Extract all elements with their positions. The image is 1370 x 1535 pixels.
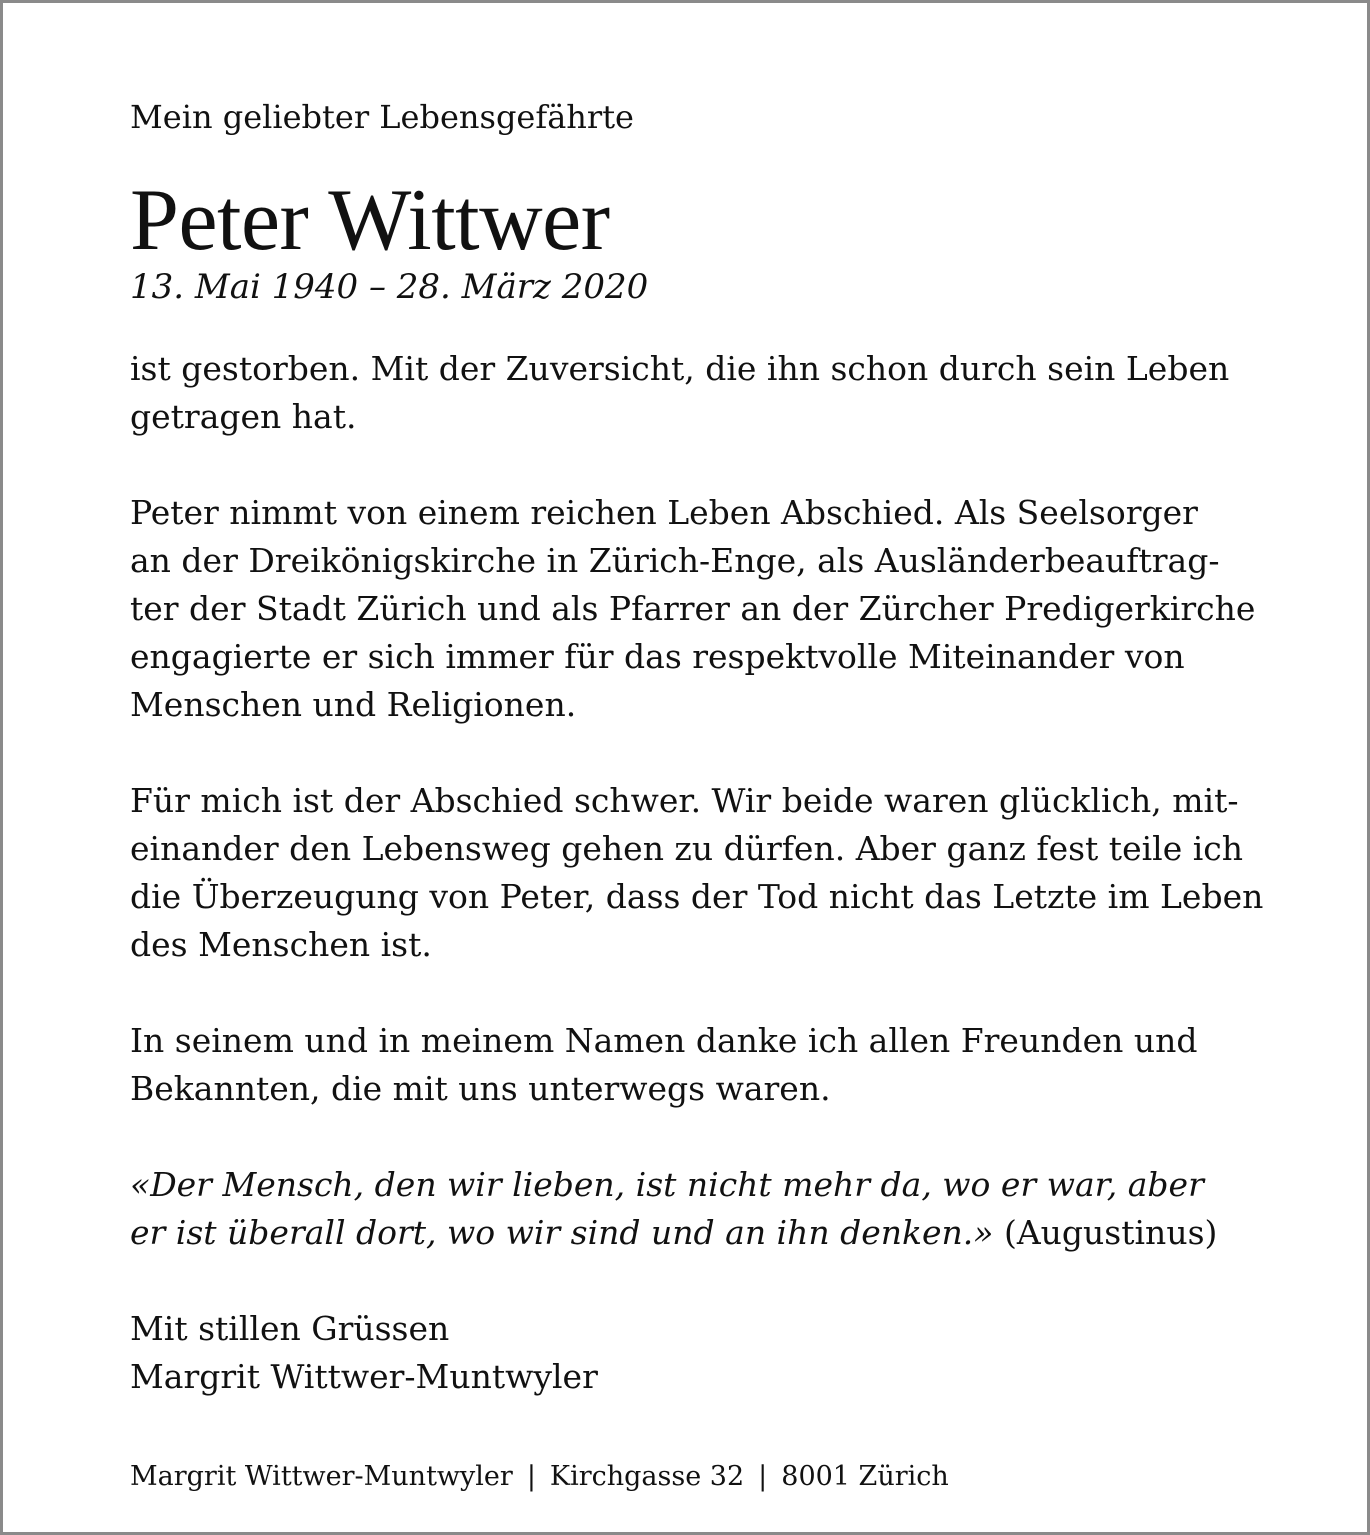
address-footer [130,1459,949,1495]
deceased-name: Peter Wittwer [130,172,610,269]
text-line: ist gestorben. Mit der Zuversicht, die ihn schon durch sein Leben [130,349,1230,388]
quote-line-with-attribution [130,1209,1310,1257]
text-line: die Überzeugung von Peter, dass der Tod nicht das Letzte im Leben [130,877,1264,916]
quote-line: «Der Mensch, den wir lieben, ist nicht mehr da, wo er war, aber [130,1165,1204,1204]
footer-name: Margrit Wittwer-Muntwyler [130,1461,513,1492]
footer-separator: | [758,1461,768,1492]
paragraph-life [130,489,1310,729]
quote-block [130,1161,1310,1257]
intro-line: Mein geliebter Lebensgefährte [130,98,634,136]
text-line: an der Dreikönigskirche in Zürich-Enge, als Ausländerbeauftrag- [130,541,1220,580]
text-line: Bekannten, die mit uns unterwegs waren. [130,1069,831,1108]
quote-line: er ist überall dort, wo wir sind und an ihn denken.» [130,1213,994,1252]
footer-city: 8001 Zürich [781,1461,949,1492]
life-dates: 13. Mai 1940 – 28. März 2020 [130,267,649,307]
text-line: In seinem und in meinem Namen danke ich allen Freunden und [130,1021,1198,1060]
text-line: des Menschen ist. [130,925,432,964]
paragraph-farewell [130,777,1310,969]
paragraph-death [130,345,1310,441]
text-line: ter der Stadt Zürich und als Pfarrer an der Zürcher Predigerkirche [130,589,1256,628]
text-line: einander den Lebensweg gehen zu dürfen. Aber ganz fest teile ich [130,829,1244,868]
footer-street: Kirchgasse 32 [549,1461,745,1492]
closing-signature: Margrit Wittwer-Muntwyler [130,1357,598,1396]
paragraph-thanks [130,1017,1310,1113]
text-line: Menschen und Religionen. [130,685,577,724]
closing-greeting: Mit stillen Grüssen [130,1309,450,1348]
text-line: Peter nimmt von einem reichen Leben Abschied. Als Seelsorger [130,493,1198,532]
text-line: Für mich ist der Abschied schwer. Wir beide waren glücklich, mit- [130,781,1239,820]
text-line: engagierte er sich immer für das respektvolle Miteinander von [130,637,1185,676]
footer-separator: | [526,1461,536,1492]
text-line: getragen hat. [130,397,357,436]
quote-attribution: (Augustinus) [993,1213,1218,1252]
closing-block [130,1305,1310,1401]
